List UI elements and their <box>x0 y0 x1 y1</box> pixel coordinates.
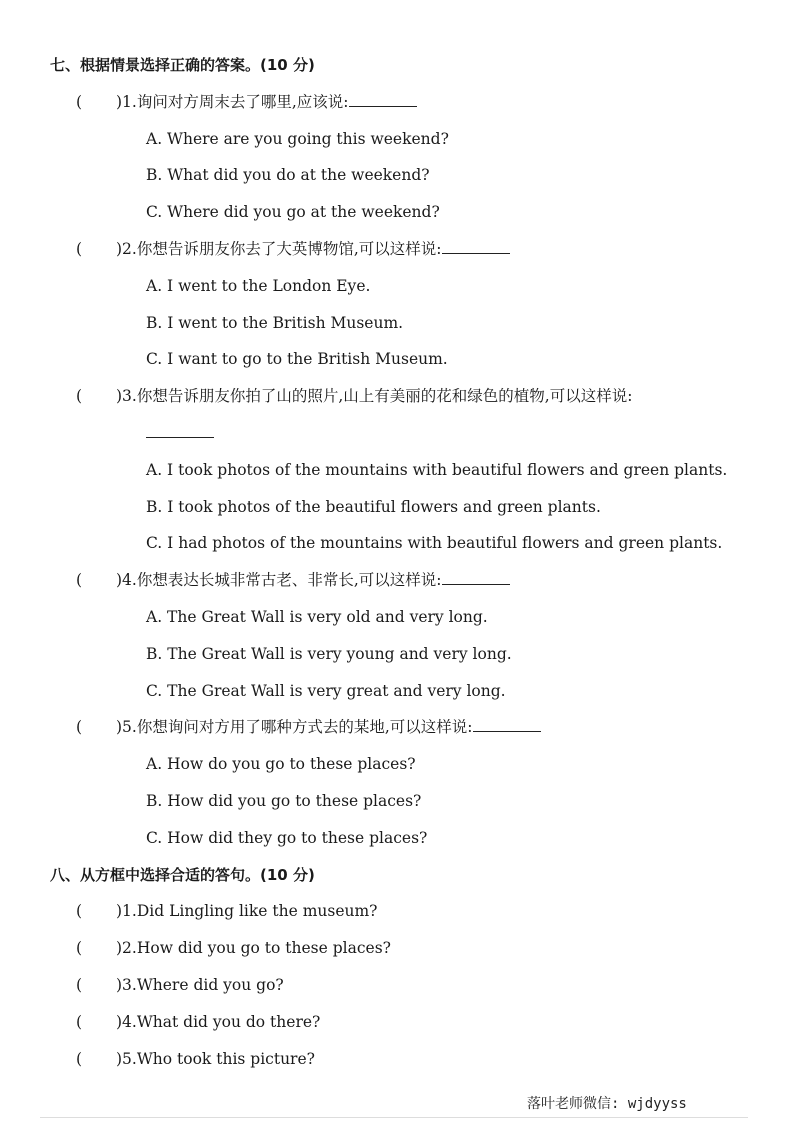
question-prompt: 你想告诉朋友你拍了山的照片,山上有美丽的花和绿色的植物,可以这样说: <box>136 387 633 406</box>
question-row <box>0 562 793 599</box>
answer-paren[interactable]: ( <box>76 387 83 406</box>
option-b[interactable]: B. How did you go to these places? <box>146 791 422 810</box>
section-8-title: 八、从方框中选择合适的答句。(10 分) <box>50 865 315 884</box>
answer-paren[interactable]: ( <box>76 718 83 737</box>
question-number: )1. <box>116 92 137 111</box>
question-number: )3. <box>116 975 137 994</box>
question-prompt: Did Lingling like the museum? <box>136 902 378 921</box>
question-prompt: Where did you go? <box>136 975 284 994</box>
answer-paren[interactable]: ( <box>76 939 83 958</box>
question-prompt: What did you do there? <box>136 1012 321 1031</box>
question-prompt: 你想表达长城非常古老、非常长,可以这样说: <box>136 571 442 590</box>
option-c[interactable]: C. How did they go to these places? <box>146 828 428 847</box>
question-number: )4. <box>116 571 137 590</box>
option-a[interactable]: A. I went to the London Eye. <box>146 276 371 295</box>
option-b[interactable]: B. I took photos of the beautiful flowers and green plants. <box>146 497 601 516</box>
answer-blank[interactable] <box>473 717 541 732</box>
answer-paren[interactable]: ( <box>76 1049 83 1068</box>
worksheet <box>0 47 793 1077</box>
question-number: )2. <box>116 239 137 258</box>
question-prompt: Who took this picture? <box>136 1049 315 1068</box>
question-number: )5. <box>116 1049 137 1068</box>
option-c[interactable]: C. I had photos of the mountains with beautiful flowers and green plants. <box>146 534 723 553</box>
option-c[interactable]: C. I want to go to the British Museum. <box>146 350 448 369</box>
option-a[interactable]: A. Where are you going this weekend? <box>146 129 449 148</box>
answer-paren[interactable]: ( <box>76 902 83 921</box>
question-number: )4. <box>116 1012 137 1031</box>
question-number: )3. <box>116 387 137 406</box>
question-row <box>0 709 793 746</box>
option-b[interactable]: B. I went to the British Museum. <box>146 313 404 332</box>
question-number: )2. <box>116 939 137 958</box>
footer-contact: 落叶老师微信: wjdyyss <box>527 1096 687 1112</box>
question-row <box>0 231 793 268</box>
question-row <box>0 378 793 415</box>
question-prompt: 询问对方周末去了哪里,应该说: <box>136 92 349 111</box>
answer-blank[interactable] <box>442 570 510 585</box>
question-prompt: How did you go to these places? <box>136 939 391 958</box>
answer-blank[interactable] <box>442 239 510 254</box>
option-a[interactable]: A. How do you go to these places? <box>146 755 416 774</box>
footer-divider <box>40 1117 748 1118</box>
question-row <box>0 893 793 930</box>
option-a[interactable]: A. I took photos of the mountains with beautiful flowers and green plants. <box>146 460 728 479</box>
question-row <box>0 84 793 121</box>
answer-paren[interactable]: ( <box>76 92 83 111</box>
answer-blank[interactable] <box>146 423 214 438</box>
blank-row <box>0 415 793 452</box>
option-c[interactable]: C. Where did you go at the weekend? <box>146 203 440 222</box>
option-a[interactable]: A. The Great Wall is very old and very long. <box>146 607 488 626</box>
question-row <box>0 1004 793 1041</box>
answer-paren[interactable]: ( <box>76 239 83 258</box>
answer-paren[interactable]: ( <box>76 1012 83 1031</box>
question-row <box>0 930 793 967</box>
option-b[interactable]: B. What did you do at the weekend? <box>146 166 430 185</box>
answer-blank[interactable] <box>349 92 417 107</box>
answer-paren[interactable]: ( <box>76 975 83 994</box>
question-prompt: 你想告诉朋友你去了大英博物馆,可以这样说: <box>136 239 442 258</box>
question-row <box>0 967 793 1004</box>
question-prompt: 你想询问对方用了哪种方式去的某地,可以这样说: <box>136 718 473 737</box>
option-b[interactable]: B. The Great Wall is very young and very long. <box>146 644 512 663</box>
question-row <box>0 1041 793 1078</box>
question-number: )5. <box>116 718 137 737</box>
option-c[interactable]: C. The Great Wall is very great and very long. <box>146 681 506 700</box>
question-number: )1. <box>116 902 137 921</box>
section-7-title: 七、根据情景选择正确的答案。(10 分) <box>50 56 315 74</box>
answer-paren[interactable]: ( <box>76 571 83 590</box>
